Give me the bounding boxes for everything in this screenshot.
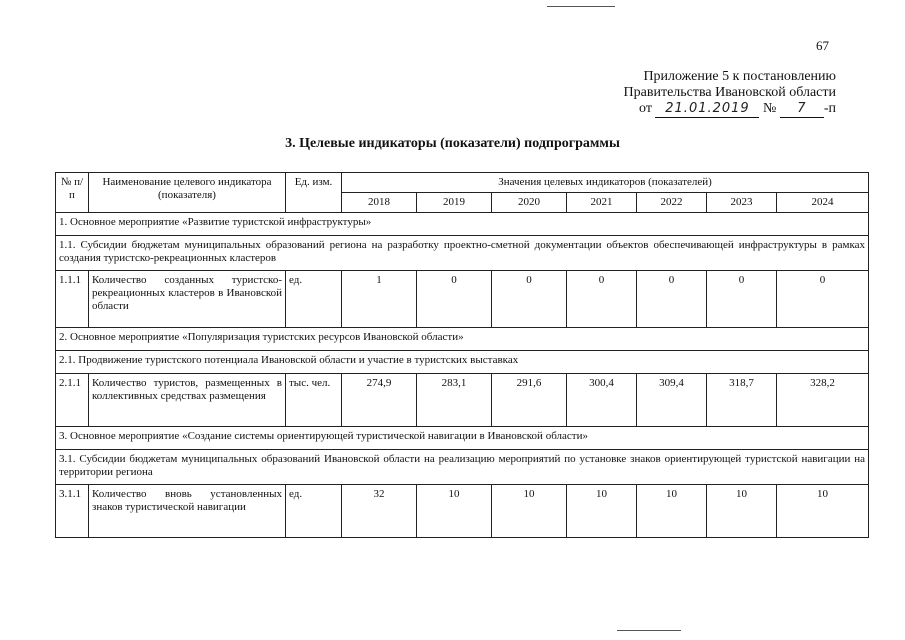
- appendix-line-2: Правительства Ивановской области: [623, 85, 836, 100]
- appendix-block: [624, 69, 836, 118]
- document-title: 3. Целевые индикаторы (показатели) подпрограммы: [285, 136, 620, 151]
- section-heading: 2. Основное мероприятие «Популяризация туристских ресурсов Ивановской области»: [56, 328, 869, 351]
- header-year: 2018: [342, 193, 417, 213]
- row-num: 3.1.1: [56, 485, 89, 538]
- section-row: [56, 450, 869, 485]
- row-value: 10: [567, 485, 637, 538]
- header-year: 2022: [637, 193, 707, 213]
- table-row: [56, 374, 869, 427]
- row-value: 10: [777, 485, 869, 538]
- appendix-number: 7: [780, 101, 824, 118]
- header-year: 2024: [777, 193, 869, 213]
- row-value: 0: [567, 271, 637, 328]
- row-name: Количество созданных туристско-рекреационных кластеров в Ивановской области: [89, 271, 286, 328]
- row-name: Количество вновь установленных знаков туристической навигации: [89, 485, 286, 538]
- row-value: 0: [777, 271, 869, 328]
- page-number: 67: [816, 38, 829, 53]
- row-unit: ед.: [286, 485, 342, 538]
- row-value: 10: [637, 485, 707, 538]
- row-value: 0: [492, 271, 567, 328]
- row-value: 291,6: [492, 374, 567, 427]
- appendix-date-line: [624, 101, 836, 118]
- header-unit: Ед. изм.: [286, 173, 342, 213]
- row-value: 1: [342, 271, 417, 328]
- row-value: 10: [707, 485, 777, 538]
- section-heading: 1. Основное мероприятие «Развитие туристской инфраструктуры»: [56, 213, 869, 236]
- row-value: 318,7: [707, 374, 777, 427]
- appendix-number-label: №: [762, 101, 777, 116]
- row-value: 283,1: [417, 374, 492, 427]
- row-value: 309,4: [637, 374, 707, 427]
- row-value: 10: [417, 485, 492, 538]
- decorative-line-top: [547, 6, 615, 7]
- section-row: [56, 236, 869, 271]
- table-row: [56, 271, 869, 328]
- header-year: 2021: [567, 193, 637, 213]
- header-name: Наименование целевого индикатора (показателя): [89, 173, 286, 213]
- row-value: 300,4: [567, 374, 637, 427]
- header-year: 2020: [492, 193, 567, 213]
- section-row: [56, 351, 869, 374]
- row-value: 32: [342, 485, 417, 538]
- section-heading: 3.1. Субсидии бюджетам муниципальных образований Ивановской области на реализацию мероприятий по установке знаков ориентирующей туристской навигации на территории региона: [56, 450, 869, 485]
- appendix-prefix: от: [639, 101, 652, 116]
- decorative-line-bottom: [617, 630, 681, 631]
- appendix-line-1: Приложение 5 к постановлению: [643, 69, 836, 84]
- header-row-1: [56, 173, 869, 193]
- section-row: [56, 328, 869, 351]
- section-heading: 2.1. Продвижение туристского потенциала Ивановской области и участие в туристских выставках: [56, 351, 869, 374]
- section-row: [56, 427, 869, 450]
- row-num: 2.1.1: [56, 374, 89, 427]
- row-name: Количество туристов, размещенных в коллективных средствах размещения: [89, 374, 286, 427]
- header-year: 2019: [417, 193, 492, 213]
- table-row: [56, 485, 869, 538]
- appendix-date: 21.01.2019: [655, 101, 759, 118]
- row-value: 328,2: [777, 374, 869, 427]
- row-value: 10: [492, 485, 567, 538]
- row-value: 0: [417, 271, 492, 328]
- header-year: 2023: [707, 193, 777, 213]
- row-value: 274,9: [342, 374, 417, 427]
- row-unit: тыс. чел.: [286, 374, 342, 427]
- row-value: 0: [707, 271, 777, 328]
- section-heading: 3. Основное мероприятие «Создание системы ориентирующей туристической навигации в Ивановской области»: [56, 427, 869, 450]
- row-num: 1.1.1: [56, 271, 89, 328]
- row-unit: ед.: [286, 271, 342, 328]
- header-num: № п/п: [56, 173, 89, 213]
- appendix-suffix: -п: [823, 101, 836, 116]
- row-value: 0: [637, 271, 707, 328]
- section-row: [56, 213, 869, 236]
- indicators-table: [55, 172, 869, 538]
- header-values-group: Значения целевых индикаторов (показателей): [342, 173, 869, 193]
- section-heading: 1.1. Субсидии бюджетам муниципальных образований региона на разработку проектно-сметной документации объектов обеспечивающей инфраструктуры в рамках создания туристско-рекреационных кластеров: [56, 236, 869, 271]
